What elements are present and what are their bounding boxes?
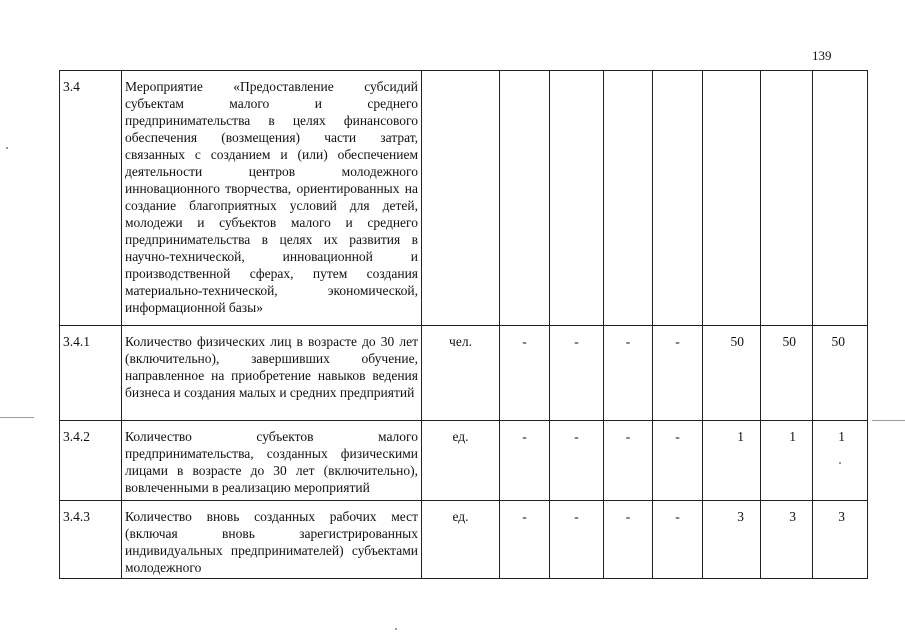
row-value-3: -	[604, 501, 653, 579]
row-value-7: 50	[813, 326, 868, 421]
row-value-2: -	[550, 326, 604, 421]
row-value-5: 1	[703, 421, 761, 501]
row-value-1	[500, 71, 550, 326]
row-number: 3.4	[60, 71, 122, 326]
row-value-4: -	[653, 326, 703, 421]
row-number: 3.4.2	[60, 421, 122, 501]
row-value-3	[604, 71, 653, 326]
row-value-5: 50	[703, 326, 761, 421]
row-unit: ед.	[422, 421, 500, 501]
table-row	[60, 421, 868, 501]
scan-speck	[839, 462, 841, 464]
table-row	[60, 501, 868, 579]
row-value-6: 3	[761, 501, 813, 579]
row-unit: чел.	[422, 326, 500, 421]
scan-artifact	[872, 420, 905, 421]
row-value-2	[550, 71, 604, 326]
row-description: Количество субъектов малого предпринимательства, созданных физическими лицами в возрасте до 30 лет (включительно), вовлеченными в реализацию мероприятий	[122, 421, 422, 501]
scan-speck	[6, 147, 8, 149]
row-value-4: -	[653, 501, 703, 579]
row-unit	[422, 71, 500, 326]
table-row	[60, 326, 868, 421]
row-value-7: 1	[813, 421, 868, 501]
row-value-3: -	[604, 326, 653, 421]
row-value-1: -	[500, 326, 550, 421]
scan-artifact	[0, 417, 34, 418]
row-description: Количество вновь созданных рабочих мест (включая вновь зарегистрированных индивидуальных предпринимателей) субъектами молодежного	[122, 501, 422, 579]
row-value-1: -	[500, 501, 550, 579]
row-value-5	[703, 71, 761, 326]
table-row	[60, 71, 868, 326]
row-description: Мероприятие «Предоставление субсидий субъектам малого и среднего предпринимательства в целях финансового обеспечения (возмещения) части затрат, связанных с созданием и (или) обеспечением деятельности центров молодежного инновационного творчества, ориентированных на создание благоприятных условий для детей, молодежи и субъектов малого и среднего предпринимательства в целях их развития в научно-технической, инновационной и производственной сферах, путем создания материально-технической, экономической, информационной базы»	[122, 71, 422, 326]
indicators-table	[59, 70, 868, 579]
row-value-6	[761, 71, 813, 326]
row-value-4: -	[653, 421, 703, 501]
row-number: 3.4.1	[60, 326, 122, 421]
row-value-4	[653, 71, 703, 326]
page-number: 139	[812, 48, 832, 63]
row-value-6: 50	[761, 326, 813, 421]
row-value-2: -	[550, 501, 604, 579]
row-value-2: -	[550, 421, 604, 501]
row-value-1: -	[500, 421, 550, 501]
row-value-5: 3	[703, 501, 761, 579]
row-number: 3.4.3	[60, 501, 122, 579]
row-value-3: -	[604, 421, 653, 501]
scan-speck	[395, 628, 397, 630]
row-value-6: 1	[761, 421, 813, 501]
row-value-7: 3	[813, 501, 868, 579]
row-value-7	[813, 71, 868, 326]
row-description: Количество физических лиц в возрасте до 30 лет (включительно), завершивших обучение, направленное на приобретение навыков ведения бизнеса и создания малых и средних предприятий	[122, 326, 422, 421]
row-unit: ед.	[422, 501, 500, 579]
